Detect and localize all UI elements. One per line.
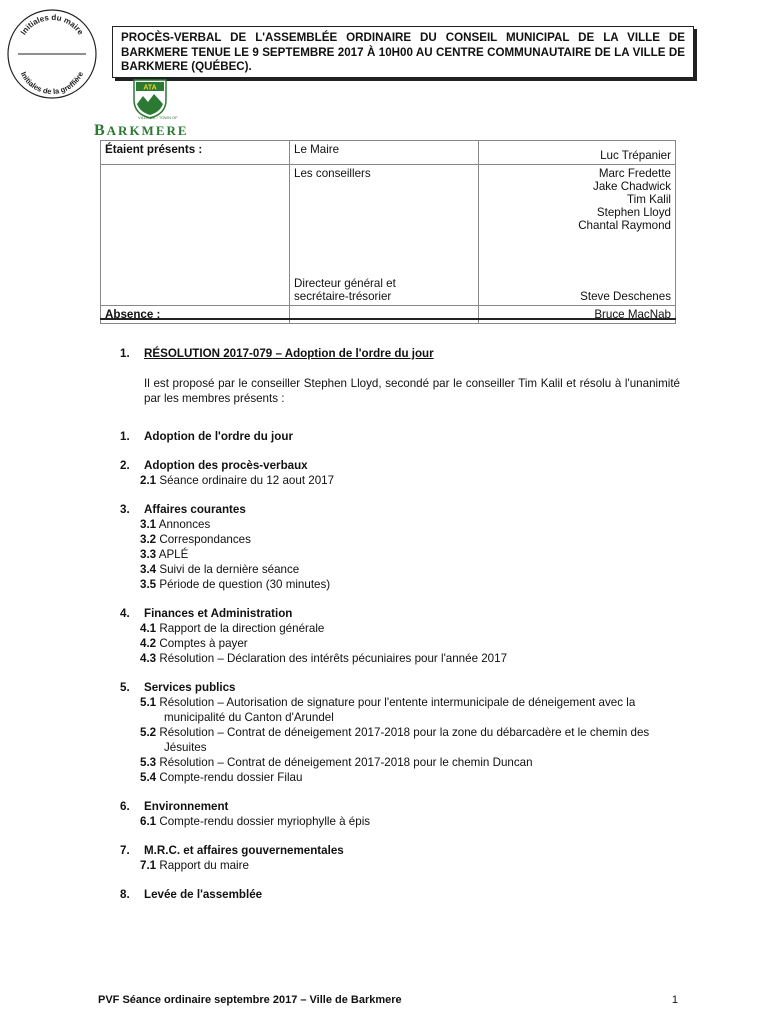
agenda-item-number: 4.3 bbox=[140, 652, 157, 665]
dg-name: Steve Deschenes bbox=[580, 290, 671, 303]
agenda-item-number: 3.4 bbox=[140, 563, 157, 576]
agenda-section-number: 3. bbox=[120, 503, 130, 516]
agenda-item-text: Compte-rendu dossier Filau bbox=[159, 771, 303, 784]
agenda-section-number: 6. bbox=[120, 800, 130, 813]
agenda-item-number: 7.1 bbox=[140, 859, 157, 872]
logo-caption: VILLE DE / TOWN OF bbox=[138, 115, 178, 120]
table-row bbox=[101, 165, 676, 306]
agenda-section bbox=[120, 887, 680, 902]
agenda-item-number: 5.4 bbox=[140, 771, 157, 784]
present-label: Étaient présents : bbox=[101, 141, 290, 165]
agenda-list bbox=[120, 429, 680, 902]
agenda-item-text: Période de question (30 minutes) bbox=[159, 578, 331, 591]
agenda-section-heading bbox=[120, 606, 680, 621]
agenda-section-title: Environnement bbox=[144, 800, 229, 813]
agenda-section-number: 4. bbox=[120, 607, 130, 620]
agenda-item-number: 5.1 bbox=[140, 696, 157, 709]
agenda-item bbox=[120, 517, 680, 532]
councillor-name: Jake Chadwick bbox=[593, 180, 671, 193]
agenda-item bbox=[120, 858, 680, 873]
section-divider bbox=[100, 318, 676, 320]
page-number: 1 bbox=[671, 994, 678, 1006]
agenda-section-number: 8. bbox=[120, 888, 130, 901]
agenda-section-heading bbox=[120, 843, 680, 858]
councillor-name: Tim Kalil bbox=[626, 193, 671, 206]
crest-letters: ATA bbox=[143, 84, 157, 92]
stamp-top-text: Initiales du maire bbox=[18, 12, 86, 37]
attendance-table bbox=[100, 140, 676, 324]
agenda-item bbox=[120, 695, 680, 725]
agenda-item bbox=[120, 814, 680, 829]
table-row bbox=[101, 141, 676, 165]
agenda-section bbox=[120, 680, 680, 785]
councillor-name: Stephen Lloyd bbox=[596, 206, 671, 219]
agenda-item bbox=[120, 770, 680, 785]
resolution-title-prefix: RÉSOLUTION 2017-079 bbox=[144, 347, 273, 360]
agenda-section-number: 2. bbox=[120, 459, 130, 472]
empty-cell bbox=[290, 306, 479, 324]
agenda-section-heading bbox=[120, 458, 680, 473]
agenda-section-title: Adoption des procès-verbaux bbox=[144, 459, 308, 472]
agenda-item bbox=[120, 532, 680, 547]
agenda-item bbox=[120, 577, 680, 592]
agenda-item bbox=[120, 636, 680, 651]
councillors-label: Les conseillers bbox=[294, 167, 371, 180]
minutes-body bbox=[120, 346, 680, 916]
agenda-section-heading bbox=[120, 799, 680, 814]
table-row bbox=[101, 306, 676, 324]
agenda-section-title: Services publics bbox=[144, 681, 236, 694]
agenda-section bbox=[120, 502, 680, 592]
agenda-item bbox=[120, 725, 680, 755]
agenda-item-text: Suivi de la dernière séance bbox=[159, 563, 300, 576]
mayor-name: Luc Trépanier bbox=[479, 141, 676, 165]
agenda-item bbox=[120, 755, 680, 770]
staff-labels-cell bbox=[290, 165, 479, 306]
agenda-section-number: 1. bbox=[120, 430, 130, 443]
agenda-item-number: 3.5 bbox=[140, 578, 157, 591]
absent-name: Bruce MacNab bbox=[479, 306, 676, 324]
agenda-item-number: 6.1 bbox=[140, 815, 157, 828]
agenda-section-heading bbox=[120, 502, 680, 517]
agenda-section-title: Finances et Administration bbox=[144, 607, 293, 620]
agenda-item-text: Résolution – Contrat de déneigement 2017-2018 pour le chemin Duncan bbox=[159, 756, 533, 769]
initials-stamp-graphic bbox=[4, 6, 100, 102]
agenda-item-text: Annonces bbox=[158, 518, 211, 531]
agenda-section bbox=[120, 458, 680, 488]
agenda-section-title: Levée de l'assemblée bbox=[144, 888, 263, 901]
resolution-title-suffix: – Adoption de l'ordre du jour bbox=[272, 347, 434, 360]
initials-stamp bbox=[4, 6, 100, 102]
resolution-heading bbox=[120, 346, 680, 361]
agenda-section-heading bbox=[120, 429, 680, 444]
agenda-item-number: 5.3 bbox=[140, 756, 157, 769]
agenda-item bbox=[120, 651, 680, 666]
agenda-section-heading bbox=[120, 680, 680, 695]
agenda-item bbox=[120, 547, 680, 562]
agenda-section-number: 5. bbox=[120, 681, 130, 694]
agenda-item-text: Correspondances bbox=[159, 533, 251, 546]
councillor-name: Marc Fredette bbox=[598, 167, 671, 180]
footer-text: PVF Séance ordinaire septembre 2017 – Ville de Barkmere bbox=[98, 994, 402, 1006]
agenda-item-text: Comptes à payer bbox=[159, 637, 248, 650]
agenda-item-number: 4.2 bbox=[140, 637, 157, 650]
agenda-item-number: 3.1 bbox=[140, 518, 157, 531]
agenda-item bbox=[120, 562, 680, 577]
agenda-item bbox=[120, 621, 680, 636]
agenda-item-text: Résolution – Contrat de déneigement 2017-2018 pour la zone du débarcadère et le chemin des Jésuites bbox=[159, 726, 650, 754]
agenda-section-title: Adoption de l'ordre du jour bbox=[144, 430, 293, 443]
agenda-section-title: Affaires courantes bbox=[144, 503, 246, 516]
agenda-item-text: Résolution – Déclaration des intérêts pécuniaires pour l'année 2017 bbox=[159, 652, 508, 665]
resolution-number: 1. bbox=[120, 347, 130, 360]
agenda-item-number: 4.1 bbox=[140, 622, 157, 635]
agenda-item-number: 5.2 bbox=[140, 726, 157, 739]
agenda-item-text: Résolution – Autorisation de signature pour l'entente intermunicipale de déneigement avec la municipalité du Canton d'Arundel bbox=[159, 696, 636, 724]
absence-label: Absence : bbox=[101, 306, 290, 324]
stamp-bottom-text: Initiales de la greffière bbox=[18, 70, 86, 97]
staff-names-cell bbox=[479, 165, 676, 306]
agenda-section bbox=[120, 843, 680, 873]
agenda-item-text: Séance ordinaire du 12 aout 2017 bbox=[159, 474, 335, 487]
town-logo bbox=[94, 78, 214, 140]
agenda-section bbox=[120, 429, 680, 444]
page-footer bbox=[98, 994, 678, 1006]
document-title: PROCÈS-VERBAL DE L'ASSEMBLÉE ORDINAIRE DU CONSEIL MUNICIPAL DE LA VILLE DE BARKMERE TENUE LE 9 SEPTEMBRE 2017 À 10H00 AU CENTRE COMMUNAUTAIRE DE LA VILLE DE BARKMERE (QUÉBEC). bbox=[112, 26, 694, 78]
agenda-item bbox=[120, 473, 680, 488]
crest-icon bbox=[130, 78, 170, 120]
agenda-section bbox=[120, 606, 680, 666]
agenda-item-text: APLÉ bbox=[158, 548, 189, 561]
councillor-name: Chantal Raymond bbox=[578, 219, 671, 232]
logo-town-name bbox=[94, 122, 189, 140]
agenda-item-text: Compte-rendu dossier myriophylle à épis bbox=[159, 815, 371, 828]
empty-cell bbox=[101, 165, 290, 306]
svg-text:Initiales de la greffière bbox=[19, 70, 85, 96]
logo-first-letter: B bbox=[94, 122, 107, 139]
dg-label-line-1: Directeur général et bbox=[294, 277, 396, 290]
agenda-item-text: Rapport du maire bbox=[159, 859, 249, 872]
spacer bbox=[294, 180, 474, 277]
agenda-item-number: 3.3 bbox=[140, 548, 157, 561]
agenda-section-heading bbox=[120, 887, 680, 902]
agenda-item-number: 3.2 bbox=[140, 533, 157, 546]
logo-name-rest: ARKMERE bbox=[106, 123, 189, 138]
agenda-section bbox=[120, 799, 680, 829]
agenda-section-number: 7. bbox=[120, 844, 130, 857]
agenda-item-number: 2.1 bbox=[140, 474, 157, 487]
resolution-text: Il est proposé par le conseiller Stephen Lloyd, secondé par le conseiller Tim Kalil et résolu à l'unanimité par les membres présents : bbox=[144, 377, 680, 405]
agenda-section-title: M.R.C. et affaires gouvernementales bbox=[144, 844, 344, 857]
spacer bbox=[483, 232, 671, 290]
dg-label-line-2: secrétaire-trésorier bbox=[294, 290, 392, 303]
mayor-label: Le Maire bbox=[290, 141, 479, 165]
agenda-item-text: Rapport de la direction générale bbox=[159, 622, 325, 635]
